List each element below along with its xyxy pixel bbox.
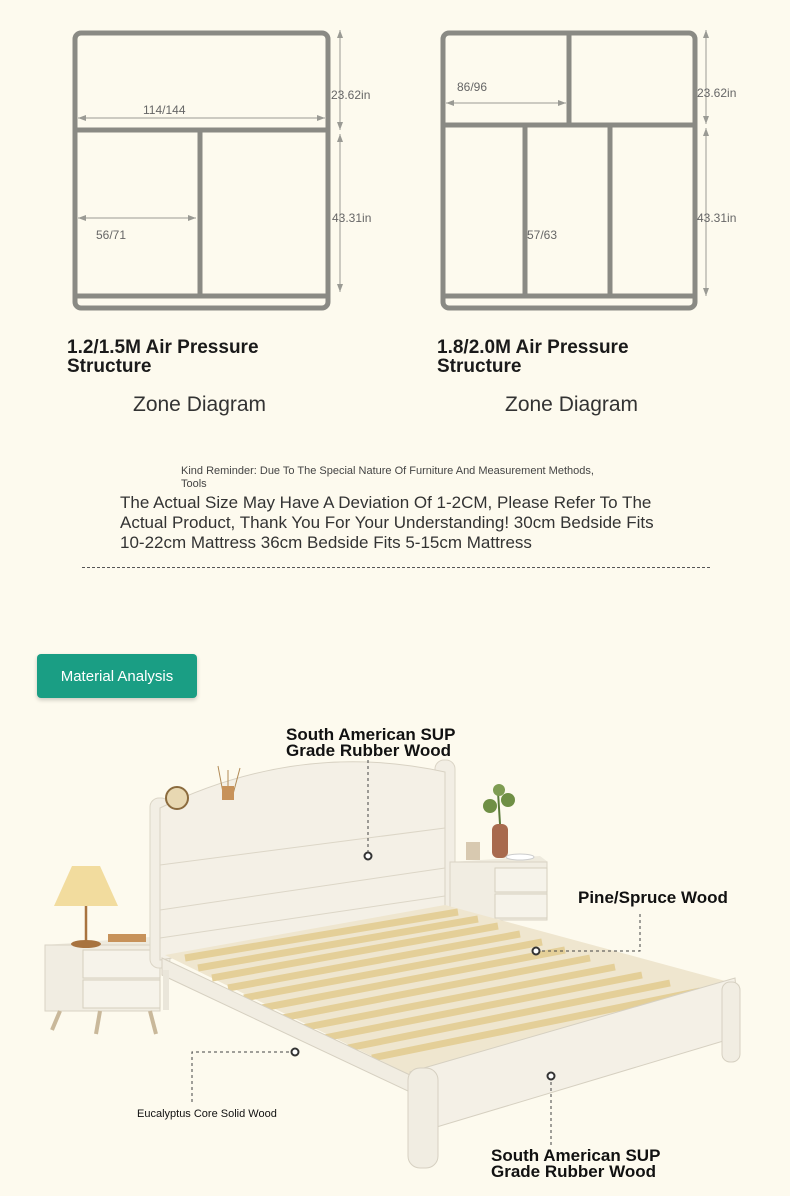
left-bottom-height-label: 43.31in <box>332 211 372 225</box>
bed-illustration <box>0 700 790 1196</box>
right-width-label: 86/96 <box>457 80 488 94</box>
left-nightstand <box>45 937 165 1034</box>
left-zone-diagram-title: Zone Diagram <box>133 393 267 416</box>
side-rail-material: Eucalyptus Core Solid Wood <box>137 1108 277 1120</box>
slats-material: Pine/Spruce Wood <box>578 888 728 907</box>
footboard-material-line2: Grade Rubber Wood <box>491 1162 656 1181</box>
kind-reminder: Kind Reminder: Due To The Special Nature Of Furniture And Measurement Methods, Tools <box>181 465 594 490</box>
right-top-height-label: 23.62in <box>697 86 737 100</box>
left-door-width-label: 56/71 <box>96 228 127 242</box>
headboard-material-line2: Grade Rubber Wood <box>286 741 451 760</box>
left-width-label: 114/144 <box>143 103 186 117</box>
left-caption-line1: 1.2/1.5M Air Pressure <box>67 337 259 358</box>
right-nightstand <box>450 784 548 920</box>
right-zone-diagram <box>430 20 760 320</box>
right-caption-line1: 1.8/2.0M Air Pressure <box>437 337 629 358</box>
size-deviation-note: The Actual Size May Have A Deviation Of 1-2CM, Please Refer To The Actual Product, Thank You For Your Understanding! 30cm Bedside Fits 10-22cm Mattress 36cm Bedside Fits 5-15cm Mattress <box>120 493 654 552</box>
left-zone-diagram <box>60 20 390 320</box>
lamp <box>54 866 146 948</box>
left-top-height-label: 23.62in <box>331 88 371 102</box>
right-caption-line2: Structure <box>437 356 522 377</box>
left-caption-line2: Structure <box>67 356 152 377</box>
headboard-material-line1: South American SUP <box>286 725 456 744</box>
dashed-divider <box>82 567 710 568</box>
bed-frame <box>162 905 740 1168</box>
right-bottom-height-label: 43.31in <box>697 211 737 225</box>
material-analysis-badge: Material Analysis <box>37 654 197 698</box>
right-zone-diagram-title: Zone Diagram <box>505 393 639 416</box>
footboard-material-line1: South American SUP <box>491 1146 661 1165</box>
right-door-width-label: 57/63 <box>527 228 558 242</box>
